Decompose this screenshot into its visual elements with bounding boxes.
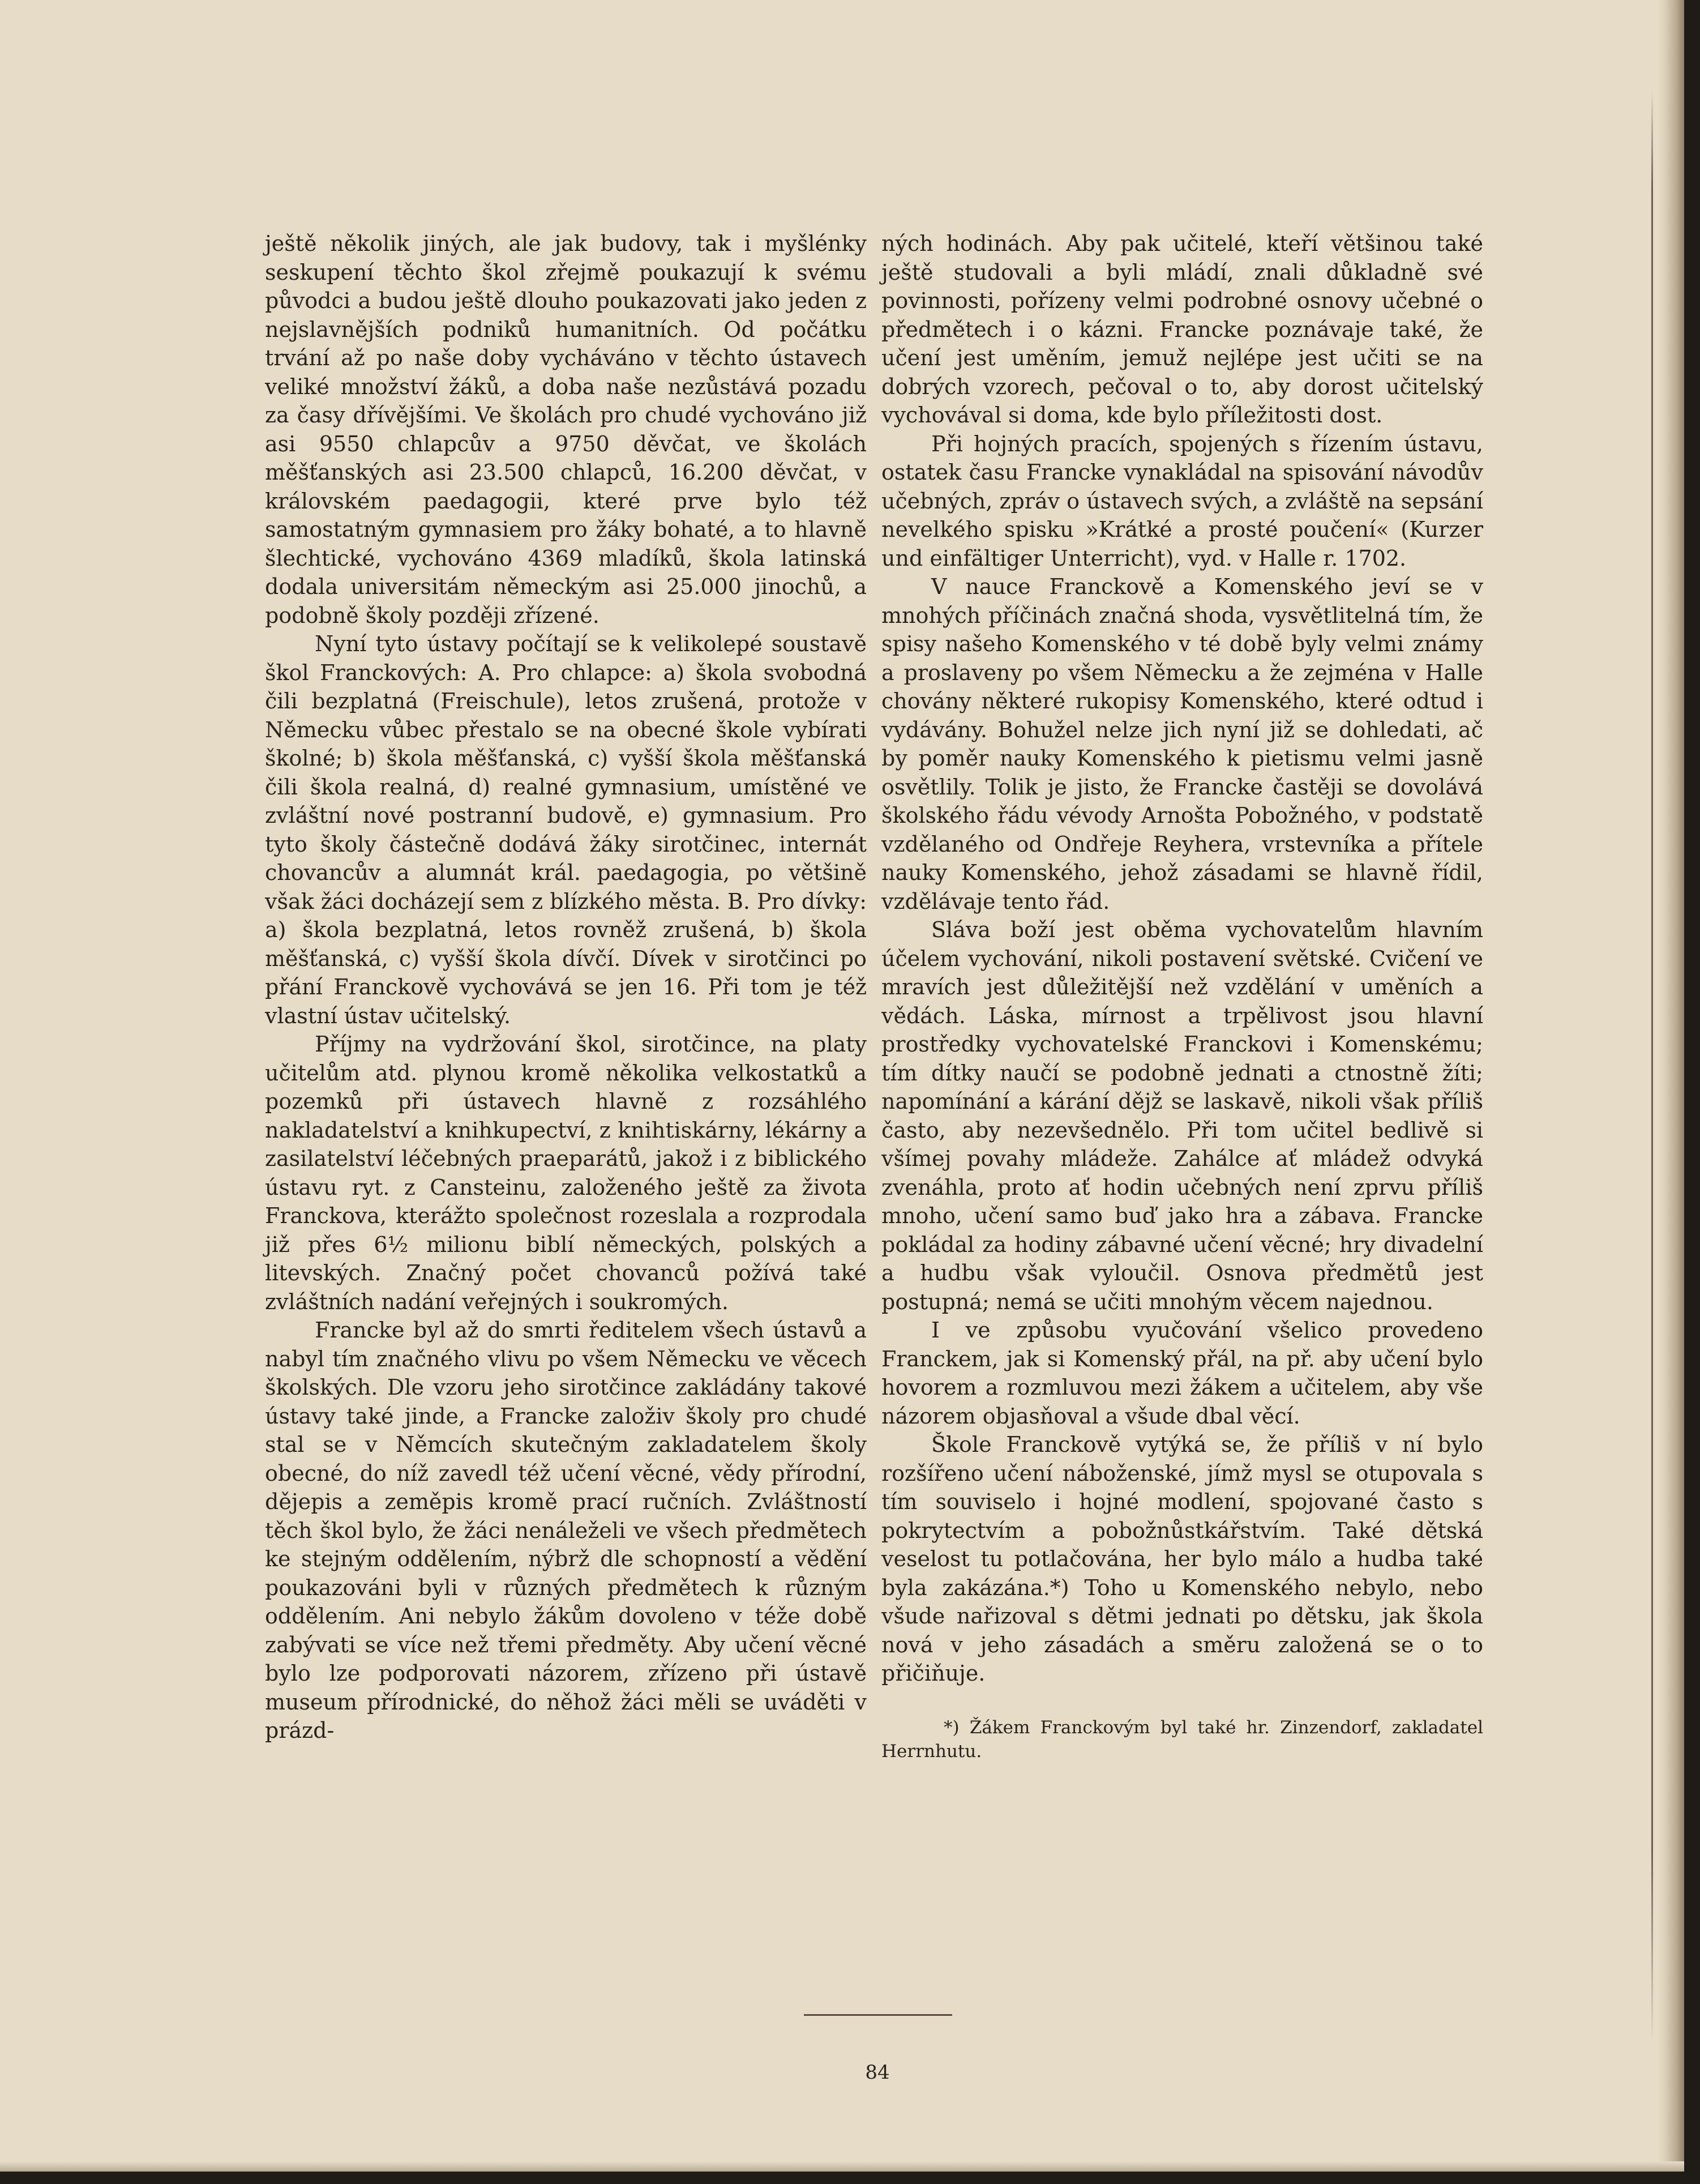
- page-bottom-edge: [0, 2161, 1684, 2172]
- paragraph: Sláva boží jest oběma vychovatelům hlavním účelem vychování, nikoli postavení světské. Cvičení ve mravích jest důležitější než vzdělání v uměních a vědách. Láska, mírnost a trpělivost jsou hlavní prostředky vychovatelské Franckovi i Komenskému; tím dítky naučí se podobně jednati a ctnostně žíti; napomínání a kárání dějž se laskavě, nikoli však příliš často, aby nezevšednělo. Při tom učitel bedlivě si všímej povahy mládeže. Zahálce ať mládež odvyká zvenáhla, proto ať hodin učebných není zprvu příliš mnoho, učení samo buď jako hra a zábava. Francke pokládal za hodiny zábavné učení věcné; hry divadelní a hudbu však vyloučil. Osnova předmětů jest postupná; nemá se učiti mnohým věcem najednou.: [881, 917, 1483, 1314]
- paragraph: ještě několik jiných, ale jak budovy, tak i myšlénky seskupení těchto škol zřejmě poukazují k svému původci a budou ještě dlouho poukazovati jako jeden z nejslavnějších podniků humanitních. Od počátku trvání až po naše doby vycháváno v těchto ústavech veliké množství žáků, a doba naše nezůstává pozadu za časy dřívějšími. Ve školách pro chudé vychováno již asi 9550 chlapcův a 9750 děvčat, ve školách měšťanských asi 23.500 chlapců, 16.200 děvčat, v královském paedagogii, které prve bylo též samostatným gymnasiem pro žáky bohaté, a to hlavně šlechtické, vychováno 4369 mladíků, škola latinská dodala universitám německým asi 25.000 jinochů, a podobně školy později zřízené.: [265, 231, 867, 628]
- paragraph: Nyní tyto ústavy počítají se k velikolepé soustavě škol Franckových: A. Pro chlapce: a) škola svobodná čili bezplatná (Freischule), letos zrušená, protože v Německu vůbec přestalo se na obecné škole vybírati školné; b) škola měšťanská, c) vyšší škola měšťanská čili škola realná, d) realné gymnasium, umístěné ve zvláštní nové postranní budově, e) gymnasium. Pro tyto školy částečně dodává žáky sirotčinec, internát chovancův a alumnát král. paedagogia, po většině však žáci docházejí sem z blízkého města. B. Pro dívky: a) škola bezplatná, letos rovněž zrušená, b) škola měšťanská, c) vyšší škola dívčí. Dívek v sirotčinci po přání Franckově vychovává se jen 16. Při tom je též vlastní ústav učitelský.: [265, 631, 867, 1028]
- footer-rule: [804, 2014, 952, 2016]
- paragraph: ných hodinách. Aby pak učitelé, kteří většinou také ještě studovali a byli mládí, znali důkladně své povinnosti, pořízeny velmi podrobné osnovy učebné o předmětech i o kázni. Francke poznávaje také, že učení jest uměním, jemuž nejlépe jest učiti se na dobrých vzorech, pečoval o to, aby dorost učitelský vychovával si doma, kde bylo příležitosti dost.: [881, 231, 1483, 428]
- right-text-column: [881, 229, 1483, 1688]
- binding-shadow-line: [1651, 91, 1653, 2044]
- left-text-column: [265, 229, 867, 1745]
- paragraph: Při hojných pracích, spojených s řízením ústavu, ostatek času Francke vynakládal na spisování návodův učebných, zpráv o ústavech svých, a zvláště na sepsání nevelkého spisku »Krátké a prosté poučení« (Kurzer und einfältiger Unterricht), vyd. v Halle r. 1702.: [881, 431, 1483, 571]
- paragraph: V nauce Franckově a Komenského jeví se v mnohých příčinách značná shoda, vysvětlitelná tím, že spisy našeho Komenského v té době byly velmi známy a proslaveny po všem Německu a že zejména v Halle chovány některé rukopisy Komenského, které odtud i vydávány. Bohužel nelze jich nyní již se dohledati, ač by poměr nauky Komenského k pietismu velmi jasně osvětlily. Tolik je jisto, že Francke častěji se dovolává školského řádu vévody Arnošta Pobožného, v podstatě vzdělaného od Ondřeje Reyhera, vrstevníka a přítele nauky Komenského, jehož zásadami se hlavně řídil, vzdělávaje tento řád.: [881, 574, 1483, 914]
- paragraph: Příjmy na vydržování škol, sirotčince, na platy učitelům atd. plynou kromě několika velkostatků a pozemků při ústavech hlavně z rozsáhlého nakladatelství a knihkupectví, z knihtiskárny, lékárny a zasilatelství léčebných praeparátů, jakož i z biblického ústavu ryt. z Cansteinu, založeného ještě za života Franckova, kterážto společnost rozeslala a rozprodala již přes 6½ milionu biblí německých, polských a litevských. Značný počet chovanců požívá také zvláštních nadání veřejných i soukromých.: [265, 1032, 867, 1314]
- page-binding-edge: [1658, 0, 1684, 2172]
- footnote: *) Žákem Franckovým byl také hr. Zinzendorf, zakladatel Herrnhutu.: [881, 1717, 1483, 1762]
- page-number: 84: [865, 2061, 890, 2084]
- paragraph: I ve způsobu vyučování všelico provedeno Franckem, jak si Komenský přál, na př. aby učení bylo hovorem a rozmluvou mezi žákem a učitelem, aby vše názorem objasňoval a všude dbal věcí.: [881, 1318, 1483, 1429]
- paragraph: Francke byl až do smrti ředitelem všech ústavů a nabyl tím značného vlivu po všem Německu ve věcech školských. Dle vzoru jeho sirotčince zakládány takové ústavy také jinde, a Francke založiv školy pro chudé stal se v Němcích skutečným zakladatelem školy obecné, do níž zavedl též učení věcné, vědy přírodní, dějepis a zeměpis kromě prací ručních. Zvláštností těch škol bylo, že žáci nenáleželi ve všech předmětech ke stejným oddělením, nýbrž dle schopností a vědění poukazováni byli v různých předmětech k různým oddělením. Ani nebylo žákům dovoleno v téže době zabývati se více než třemi předměty. Aby učení věcné bylo lze podporovati názorem, zřízeno při ústavě museum přírodnické, do něhož žáci měli se uváděti v prázd-: [265, 1318, 867, 1743]
- paragraph: Škole Franckově vytýká se, že příliš v ní bylo rozšířeno učení náboženské, jímž mysl se otupovala s tím souviselo i hojné modlení, spojované často s pokrytectvím a pobožnůstkářstvím. Také dětská veselost tu potlačována, her bylo málo a hudba také byla zakázána.*) Toho u Komenského nebylo, nebo všude nařizoval s dětmi jednati po dětsku, jak škola nová v jeho zásadách a směru založená se o to přičiňuje.: [881, 1432, 1483, 1686]
